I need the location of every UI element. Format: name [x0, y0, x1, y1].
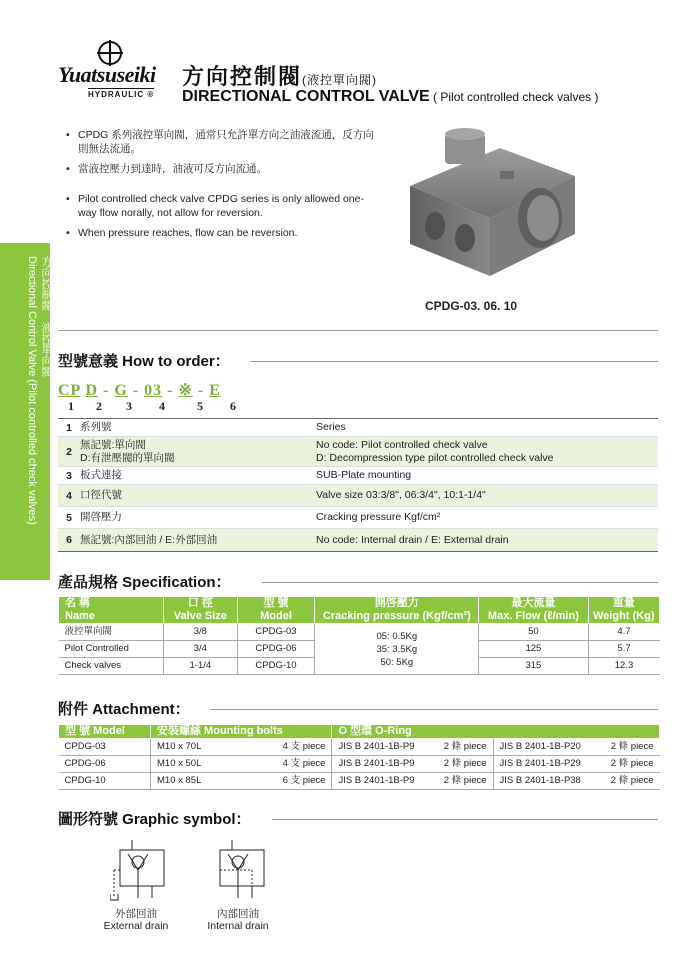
external-drain-label [96, 908, 176, 932]
oring-qty-cell: 2 條 piece [431, 773, 493, 790]
bolt-cell: M10 x 85L [151, 773, 243, 790]
order-row [58, 467, 658, 485]
code-number: 5 [197, 399, 203, 413]
page-title-cn [182, 60, 377, 91]
header-en: Model [260, 610, 292, 622]
feature-item: • When pressure reaches, flow can be reversion. [66, 226, 376, 240]
code-separator: - [197, 382, 205, 399]
attachment-table [58, 724, 660, 790]
name-cell: 液控單向閥 [59, 624, 164, 641]
divider [58, 330, 658, 331]
divider [250, 361, 658, 362]
external-drain-cn: 外部回油 [115, 908, 157, 920]
order-row [58, 419, 658, 437]
code-number: 1 [68, 399, 74, 413]
code-part: ※ [178, 382, 193, 399]
order-row [58, 529, 658, 551]
title-cn-text: 方向控制閥 [182, 64, 303, 89]
row-cn: 無記號:內部回油 / E:外部回油 [80, 533, 218, 546]
oring-qty-cell: 2 條 piece [431, 756, 493, 773]
oring-cell: JIS B 2401-1B-P9 [332, 756, 431, 773]
name-cell: Pilot Controlled [59, 641, 164, 658]
row-en [316, 439, 658, 465]
title-en-text: DIRECTIONAL CONTROL VALVE [182, 88, 430, 105]
header-en: Valve Size [173, 610, 227, 622]
internal-drain-label [198, 908, 278, 932]
code-separator: - [103, 382, 110, 399]
oring-cell: JIS B 2401-1B-P20 [493, 739, 598, 756]
table-row [59, 773, 660, 790]
code-number: 4 [159, 399, 165, 413]
flow-cell: 125 [479, 641, 588, 658]
code-separator: - [167, 382, 174, 399]
column-header [315, 597, 479, 624]
order-row [58, 485, 658, 507]
model-cell: CPDG-03 [59, 739, 151, 756]
valve-product-image [380, 126, 585, 286]
header-en: Weight (Kg) [593, 610, 655, 622]
oring-qty-cell: 2 條 piece [598, 739, 659, 756]
how-to-order-title: 型號意義 How to order： [58, 353, 230, 370]
flow-cell: 50 [479, 624, 588, 641]
column-header: O 型環 O-Ring [332, 725, 660, 739]
attachment-title: 附件 Attachment： [58, 701, 190, 718]
oring-cell: JIS B 2401-1B-P38 [493, 773, 598, 790]
column-header: 型 號 Model [59, 725, 151, 739]
side-tab-line-en: Directional Control Valve (Pilot controlled check valves) [26, 256, 38, 525]
header-cn: 重量 [612, 597, 635, 609]
model-cell: CPDG-06 [237, 641, 315, 658]
row-cn [80, 439, 316, 465]
pressure-cell [315, 624, 479, 675]
pressure-line: 05: 0.5Kg [376, 630, 418, 642]
divider [272, 819, 658, 820]
column-header [479, 597, 588, 624]
order-row [58, 507, 658, 529]
side-tab-line-cn: 方向控制閥 液控單向閥 [40, 256, 52, 377]
row-en: SUB-Plate mounting [316, 469, 412, 481]
row-number: 3 [66, 469, 72, 482]
row-en: Series [316, 421, 346, 433]
code-separator: - [132, 382, 140, 399]
header-en: Name [65, 610, 95, 622]
header-en: Max. Flow (ℓ/min) [487, 610, 579, 622]
order-code [58, 380, 221, 400]
divider [210, 709, 658, 710]
internal-drain-symbol-icon [210, 840, 274, 906]
column-header [588, 597, 659, 624]
feature-item: • Pilot controlled check valve CPDG series is only allowed one-way flow norally, not allow for reversion. [66, 192, 376, 220]
title-cn-subtitle: (液控單向閥) [302, 73, 378, 87]
model-cell: CPDG-10 [237, 658, 315, 675]
row-en-line: D: Decompression type pilot controlled check valve [316, 451, 554, 464]
page-title-en [182, 88, 598, 106]
oring-qty-cell: 2 條 piece [431, 739, 493, 756]
external-drain-en: External drain [103, 920, 169, 932]
row-cn: 口徑代號 [80, 489, 122, 501]
code-part: 03 [144, 382, 163, 399]
header [58, 40, 658, 112]
header-cn: 口 徑 [187, 597, 213, 609]
column-header [59, 597, 164, 624]
column-header [164, 597, 238, 624]
feature-item: • 當液控壓力到達時，油液可反方向流通。 [66, 162, 376, 176]
order-table [58, 418, 658, 552]
graphic-symbol-title: 圖形符號 Graphic symbol： [58, 811, 251, 828]
row-cn: 板式連接 [80, 469, 122, 481]
row-en: Cracking pressure Kgf/cm² [316, 511, 441, 523]
code-part: E [209, 382, 221, 399]
table-row [59, 756, 660, 773]
pressure-line: 35: 3.5Kg [376, 643, 418, 655]
code-part: G [114, 382, 128, 399]
row-number: 4 [66, 489, 72, 502]
size-cell: 3/8 [164, 624, 238, 641]
row-number: 6 [66, 534, 72, 546]
oring-cell: JIS B 2401-1B-P9 [332, 739, 431, 756]
external-drain-symbol-icon [110, 840, 174, 906]
table-header-row [59, 597, 660, 624]
column-header: 安裝螺絲 Mounting bolts [151, 725, 332, 739]
company-logo [58, 40, 178, 110]
side-tab-label [25, 256, 53, 525]
internal-drain-en: Internal drain [207, 920, 269, 932]
header-cn: 最大流量 [511, 597, 556, 609]
bolt-qty-cell: 4 支 piece [243, 739, 332, 756]
code-number: 2 [96, 399, 102, 413]
title-en-subtitle: ( Pilot controlled check valves ) [429, 90, 599, 104]
row-cn: 開啓壓力 [80, 511, 122, 523]
internal-drain-cn: 內部回油 [217, 908, 259, 920]
weight-cell: 5.7 [588, 641, 659, 658]
table-row [59, 624, 660, 641]
header-en: Cracking pressure (Kgf/cm²) [322, 610, 471, 622]
logo-wordmark: Yuatsuseiki [58, 62, 156, 87]
model-cell: CPDG-10 [59, 773, 151, 790]
table-row [59, 739, 660, 756]
specification-title: 產品規格 Specification： [58, 574, 231, 591]
bolt-qty-cell: 4 支 piece [243, 756, 332, 773]
row-cn-line: D:有泄壓閥的單向閥 [80, 451, 175, 464]
weight-cell: 12.3 [588, 658, 659, 675]
divider [262, 582, 658, 583]
header-cn: 開啓壓力 [374, 597, 419, 609]
column-header [237, 597, 315, 624]
header-cn: 名 稱 [65, 597, 91, 609]
model-cell: CPDG-03 [237, 624, 315, 641]
oring-qty-cell: 2 條 piece [598, 756, 659, 773]
row-number: 5 [66, 511, 72, 524]
row-cn-line: 無記號:單向閥 [80, 438, 146, 451]
table-header-row [59, 725, 660, 739]
row-cn: 系列號 [80, 421, 112, 433]
bolt-qty-cell: 6 支 piece [243, 773, 332, 790]
row-en: No code: Internal drain / E: External drain [316, 533, 509, 546]
oring-cell: JIS B 2401-1B-P29 [493, 756, 598, 773]
code-part: D [85, 382, 99, 399]
row-en-line: No code: Pilot controlled check valve [316, 438, 488, 451]
row-en: Valve size 03:3/8", 06:3/4", 10:1-1/4" [316, 489, 486, 501]
pressure-line: 50: 5Kg [380, 656, 414, 668]
model-cell: CPDG-06 [59, 756, 151, 773]
bolt-cell: M10 x 70L [151, 739, 243, 756]
oring-cell: JIS B 2401-1B-P9 [332, 773, 431, 790]
feature-item: • CPDG 系列液控單向閥，通常只允許單方向之油液流通，反方向則無法流通。 [66, 128, 376, 156]
code-part: CP [58, 382, 81, 399]
name-cell: Check valves [59, 658, 164, 675]
logo-subtitle: HYDRAULIC ® [88, 90, 155, 99]
size-cell: 3/4 [164, 641, 238, 658]
product-caption: CPDG-03. 06. 10 [425, 299, 518, 313]
row-number: 1 [66, 421, 72, 434]
specification-table [58, 596, 660, 675]
oring-qty-cell: 2 條 piece [598, 773, 659, 790]
header-cn: 型 號 [263, 597, 289, 609]
feature-list [66, 128, 376, 246]
weight-cell: 4.7 [588, 624, 659, 641]
code-number: 6 [230, 399, 236, 413]
size-cell: 1-1/4 [164, 658, 238, 675]
flow-cell: 315 [479, 658, 588, 675]
row-number: 2 [66, 445, 72, 458]
order-row [58, 437, 658, 467]
bolt-cell: M10 x 50L [151, 756, 243, 773]
code-number: 3 [126, 399, 132, 413]
